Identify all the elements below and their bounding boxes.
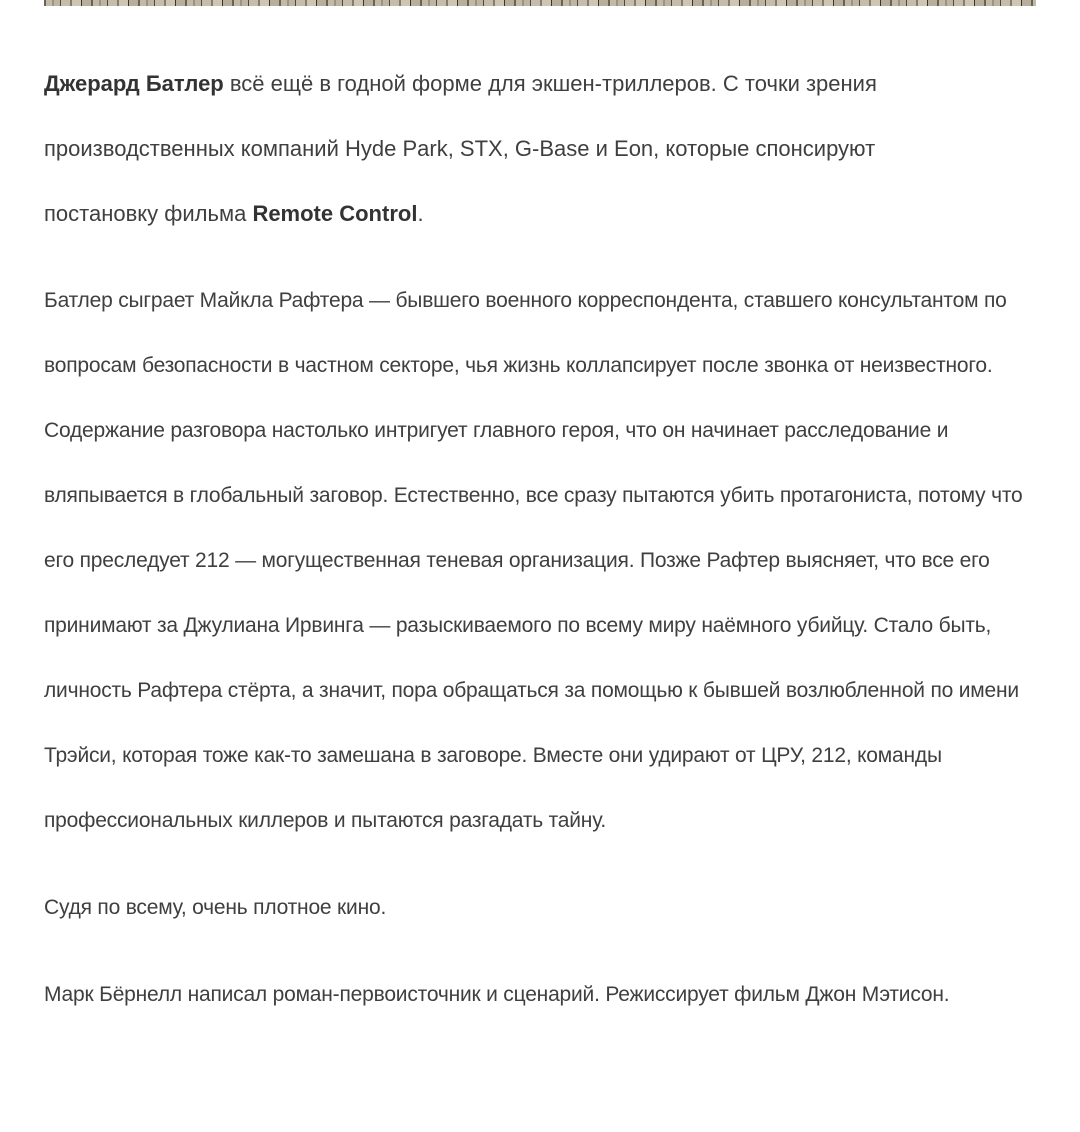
article-photo-bottom-edge [44, 0, 1036, 6]
plot-paragraph: Батлер сыграет Майкла Рафтера — бывшего военного корреспондента, ставшего консультантом по вопросам безопасности в частном секторе, чья жизнь коллапсирует после звонка от неизвестного. Содержание разговора настолько интригует главного героя, что он начинает расследование и вляпывается в глобальный заговор. Естественно, все сразу пытаются убить протагониста, потому что его преследует 212 — могущественная теневая организация. Позже Рафтер выясняет, что все его принимают за Джулиана Ирвинга — разыскиваемого по всему миру наёмного убийцу. Стало быть, личность Рафтера стёрта, а значит, пора обращаться за помощью к бывшей возлюбленной по имени Трэйси, которая тоже как-то замешана в заговоре. Вместе они удирают от ЦРУ, 212, команды профессиональных киллеров и пытаются разгадать тайну. [44, 289, 1023, 832]
article-body [0, 51, 1080, 1027]
lead-text: всё ещё в годной форме для экшен-триллеров. С точки зрения производственных компаний Hyde Park, STX, G-Base и Eon, которые спонсируют постановку фильма [44, 71, 877, 226]
comment-paragraph: Судя по всему, очень плотное кино. [44, 896, 387, 919]
lead-paragraph [44, 51, 979, 246]
lead-closing: . [417, 201, 424, 226]
credits-paragraph: Марк Бёрнелл написал роман-первоисточник и сценарий. Режиссирует фильм Джон Мэтисон. [44, 983, 950, 1006]
film-title-bold: Remote Control [252, 201, 418, 226]
actor-name-bold: Джерард Батлер [44, 71, 224, 96]
